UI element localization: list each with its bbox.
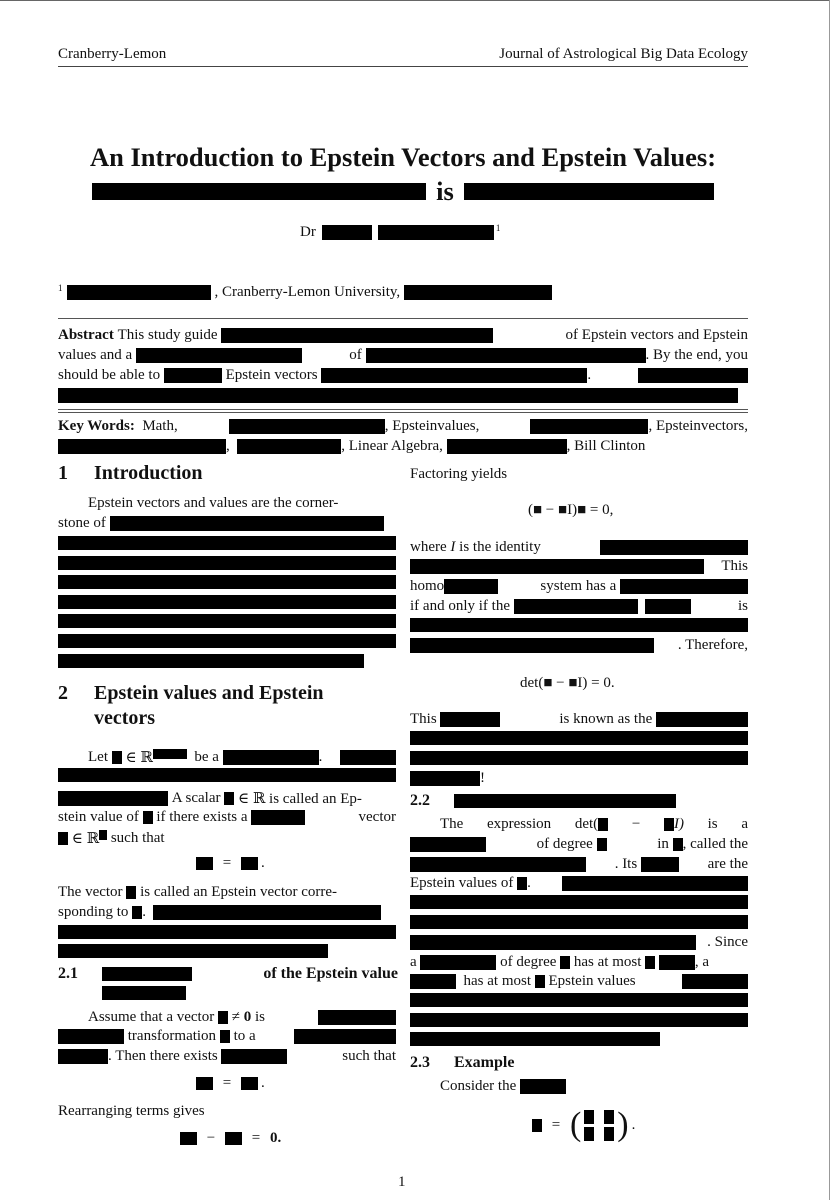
redaction-bar [58,388,738,403]
keywords-rule [58,412,748,413]
equation-rearranged [180,1130,281,1147]
redaction-bar [600,540,748,555]
running-header-right: Journal of Astrological Big Data Ecology [499,46,748,62]
s23-line-1 [440,1078,566,1095]
redaction-bar [410,618,748,632]
redaction-bar [153,749,187,759]
equation-example-matrix [532,1108,635,1142]
redaction-bar [520,1079,566,1094]
s22-text: I) [673,816,684,832]
math-redaction [132,906,142,919]
redaction-bar [410,895,748,909]
subsection-title: of the Epstein value [263,965,398,982]
abstract-text: . By the end, you [645,347,748,363]
s21-rearranging: Rearranging terms gives [58,1103,205,1119]
s2-text: Let [88,749,108,765]
equation-eigen [196,855,265,872]
redaction-bar [58,1049,108,1064]
s22-text: . Since [707,934,748,950]
s22-text: has at most [463,973,531,989]
redaction-bar [410,857,586,872]
s22-text: . Its [614,856,638,872]
math-redaction [225,1132,242,1145]
eq-symbol: = [551,1116,561,1133]
math-redaction [218,1011,228,1024]
s2-text: ∈ ℝ [125,750,153,766]
math-redaction [664,818,674,831]
s2-text: is called an Epstein vector corre- [140,884,338,900]
abstract-text: of Epstein vectors and Epstein [565,327,748,343]
right-text: I [450,539,456,555]
s22-text: of degree [500,954,557,970]
redaction-bar [153,905,381,920]
math-redaction [220,1030,230,1043]
right-line-10 [410,770,485,787]
subsection-number: 2.3 [410,1054,430,1071]
title-line-2 [58,174,748,208]
abstract-line-2 [58,347,748,364]
redaction-bar [410,638,654,653]
redaction-bar [110,516,384,531]
author-line [300,224,500,241]
redaction-bar [223,750,319,765]
redaction-bar [366,348,646,363]
subsection-2-1-heading [58,965,398,1000]
redaction-bar [58,575,396,589]
right-text: if and only if the [410,598,510,614]
redaction-bar [410,993,748,1007]
intro-line-2 [58,515,396,532]
author-prefix: Dr [300,224,316,240]
math-redaction [535,975,545,988]
s22-text: − [631,816,641,832]
redaction-bar [514,599,638,614]
s22-text: of degree [536,836,593,852]
keyword: , Bill Clinton [566,438,646,454]
redaction-bar [229,419,385,434]
keyword: , [226,438,230,454]
s2-text: sponding to [58,904,129,920]
s22-text: , called the [682,836,748,852]
s2-text: . [318,749,323,765]
right-text: . Therefore, [677,637,748,653]
redaction-bar [136,348,302,363]
s21-text: Assume that a vector [88,1009,215,1025]
section-number: 2 [58,682,68,704]
redaction-bar [322,225,372,240]
s22-text: a [410,954,417,970]
redaction-bar [410,751,748,765]
redaction-bar [58,634,396,648]
s22-text: are the [707,856,749,872]
redaction-bar [58,654,364,668]
redaction-bar [682,974,748,989]
math-redaction [196,857,213,870]
affiliation-line [58,284,552,301]
intro-text: stone of [58,515,106,531]
intro-line-1: Epstein vectors and values are the corner- [88,495,339,511]
keyword: , Epsteinvalues, [384,418,480,434]
math-redaction [673,838,683,851]
page-number: 1 [398,1174,406,1190]
redaction-bar [444,579,498,594]
redaction-bar [410,731,748,745]
s22-line-9 [410,973,748,990]
right-text: This [721,558,748,574]
math-redaction [143,811,153,824]
s22-text: a [741,816,748,832]
s21-line-1 [88,1009,396,1026]
subsection-2-2-heading [410,792,676,810]
redaction-bar [58,536,396,550]
keywords-line-1 [58,418,748,435]
redaction-bar [410,915,748,929]
s2-text: The vector [58,884,123,900]
abstract-rule-top [58,318,748,319]
redaction-bar [562,876,748,891]
s22-text: , a [694,954,710,970]
redaction-bar [58,925,396,939]
subsection-number: 2.2 [410,792,430,809]
math-redaction [560,956,570,969]
redaction-bar [221,1049,287,1064]
right-line-6 [410,637,748,654]
section-title: Introduction [94,462,203,484]
eq-symbol: = [222,855,232,871]
eq-symbol: = [251,1130,261,1146]
eq-symbol: 0. [269,1130,282,1146]
s22-text: in [657,836,669,852]
keyword: , Linear Algebra, [341,438,443,454]
s22-line-3 [410,856,748,873]
s22-text: . [527,875,531,891]
equation-eigen-2 [196,1075,265,1092]
redaction-bar [102,967,192,981]
subsection-number: 2.1 [58,965,78,982]
s22-text: det( [574,816,599,832]
right-line-4 [410,598,748,615]
subsection-title: Example [454,1054,515,1071]
math-redaction [241,1077,258,1090]
affiliation-university: , Cranberry-Lemon University, [214,284,401,300]
redaction-bar [641,857,679,872]
right-text: is known as the [559,711,653,727]
redaction-bar [410,1032,660,1046]
eq-symbol: . [260,855,265,871]
math-redaction [645,956,655,969]
keywords-label: Key Words: [58,418,135,434]
redaction-bar [58,1029,124,1044]
matrix: ( ) [569,1106,629,1143]
s2-line-3 [58,789,396,808]
section-1-heading [58,462,203,485]
redaction-bar [638,368,748,383]
s2-text: if there exists a [156,809,248,825]
redaction-bar [464,183,714,200]
right-line-2 [410,558,748,575]
redaction-bar [58,556,396,570]
right-text: is the identity [459,539,541,555]
abstract-rule-bottom [58,409,748,410]
s2-text: be a [194,749,219,765]
factoring-text: Factoring yields [410,466,508,482]
math-redaction [126,886,136,899]
keyword: Math, [142,418,178,434]
s22-text: The [440,816,464,832]
s23-text: Consider the [440,1078,517,1094]
redaction-bar [67,285,211,300]
s21-text: transformation [127,1028,217,1044]
s21-text: is [254,1009,265,1025]
math-redaction [180,1132,197,1145]
redaction-bar [378,225,494,240]
redaction-bar [656,712,748,727]
s2-line-6 [58,884,396,901]
right-text: where [410,539,447,555]
redaction-bar [410,837,486,852]
s2-line-7 [58,904,396,921]
redaction-bar [340,750,396,765]
right-text: ! [480,770,485,786]
equation-characteristic: det(■ − ■I) = 0. [520,675,615,691]
header-rule [58,66,748,67]
abstract-text: This study guide [117,327,218,343]
redaction-bar [294,1029,396,1044]
s22-line-7 [410,934,748,951]
s22-line-2 [410,836,748,853]
math-redaction [241,857,258,870]
redaction-bar [237,439,341,454]
redaction-bar [58,595,396,609]
redaction-bar [58,439,226,454]
redaction-bar [318,1010,396,1025]
section-title-cont: vectors [94,707,156,729]
s2-text: such that [110,830,165,846]
s21-line-2 [58,1028,396,1045]
redaction-bar [447,439,567,454]
math-redaction [598,818,608,831]
redaction-bar [58,944,328,958]
abstract-line-1 [58,327,748,344]
affiliation-mark: 1 [58,282,63,293]
s22-text: Epstein values of [410,875,514,891]
paper-title [58,140,748,208]
right-line-7 [410,711,748,728]
redaction-bar [404,285,552,300]
math-redaction [112,751,122,764]
s2-line-5 [58,829,165,848]
math-redaction [58,832,68,845]
math-redaction [224,792,234,805]
eq-symbol: . [631,1116,636,1133]
abstract-line-3 [58,367,748,384]
math-redaction [532,1119,542,1132]
s21-text: to a [233,1028,256,1044]
redaction-bar [410,771,480,786]
s2-text: . [142,904,146,920]
redaction-bar [102,986,186,1000]
keyword: , Epsteinvectors, [648,418,748,434]
redaction-bar [251,810,305,825]
abstract-text: should be able to [58,367,161,383]
eq-symbol: − [206,1130,216,1146]
abstract-text: of [349,347,362,363]
redaction-bar [58,791,168,806]
redaction-bar [530,419,648,434]
s21-text: such that [342,1048,396,1064]
section-number: 1 [58,462,68,484]
abstract-label: Abstract [58,327,114,343]
math-redaction [597,838,607,851]
title-connector: is [436,176,454,206]
s2-line-4 [58,809,396,826]
section-title: Epstein values and Epstein [94,682,324,704]
subsection-2-3-heading [410,1054,514,1072]
s21-line-3 [58,1048,396,1065]
s2-line-1 [88,748,396,767]
redaction-bar [99,830,107,840]
s2-text: vector [358,809,396,825]
redaction-bar [454,794,676,808]
abstract-text: . [587,367,592,383]
right-text: is [737,598,748,614]
s22-text: expression [487,816,552,832]
s21-text: . Then there exists [108,1048,218,1064]
redaction-bar [659,955,695,970]
redaction-bar [164,368,222,383]
abstract-text: Epstein vectors [225,367,318,383]
right-line-3 [410,578,748,595]
s22-text: has at most [573,954,642,970]
keywords-line-2 [58,438,748,455]
redaction-bar [221,328,493,343]
title-line-1: An Introduction to Epstein Vectors and Epstein Values: [89,142,717,172]
eq-symbol: . [260,1075,265,1091]
eq-symbol: = [222,1075,232,1091]
right-text: system has a [540,578,617,594]
s2-text: ∈ ℝ [71,831,100,847]
redaction-bar [410,974,456,989]
redaction-bar [321,368,587,383]
s2-text: stein value of [58,809,139,825]
s21-text: 0 [243,1009,252,1025]
equation-factored: (■ − ■I)■ = 0, [528,502,614,518]
right-text: This [410,711,437,727]
redaction-bar [620,579,748,594]
page-top-border [0,0,830,1]
s22-line-4 [410,875,748,892]
section-2-heading [58,682,398,730]
s2-text: ∈ ℝ is called an Ep- [237,791,362,807]
s22-line-1 [440,816,748,833]
right-text: homo [410,578,445,594]
redaction-bar [420,955,496,970]
running-header-left: Cranberry-Lemon [58,46,167,62]
redaction-bar [440,712,500,727]
redaction-bar [58,614,396,628]
redaction-bar [92,183,426,200]
s22-text: Epstein values [548,973,636,989]
s22-text: is [707,816,718,832]
redaction-bar [410,935,696,950]
right-line-1 [410,539,748,556]
author-footnote-mark: 1 [495,222,501,233]
s2-text: A scalar [171,790,221,806]
s21-text: ≠ [231,1009,240,1025]
math-redaction [196,1077,213,1090]
redaction-bar [58,768,396,782]
math-redaction [517,877,527,890]
redaction-bar [410,559,704,574]
redaction-bar [645,599,691,614]
abstract-text: values and a [58,347,133,363]
redaction-bar [410,1013,748,1027]
s22-line-8 [410,954,748,971]
